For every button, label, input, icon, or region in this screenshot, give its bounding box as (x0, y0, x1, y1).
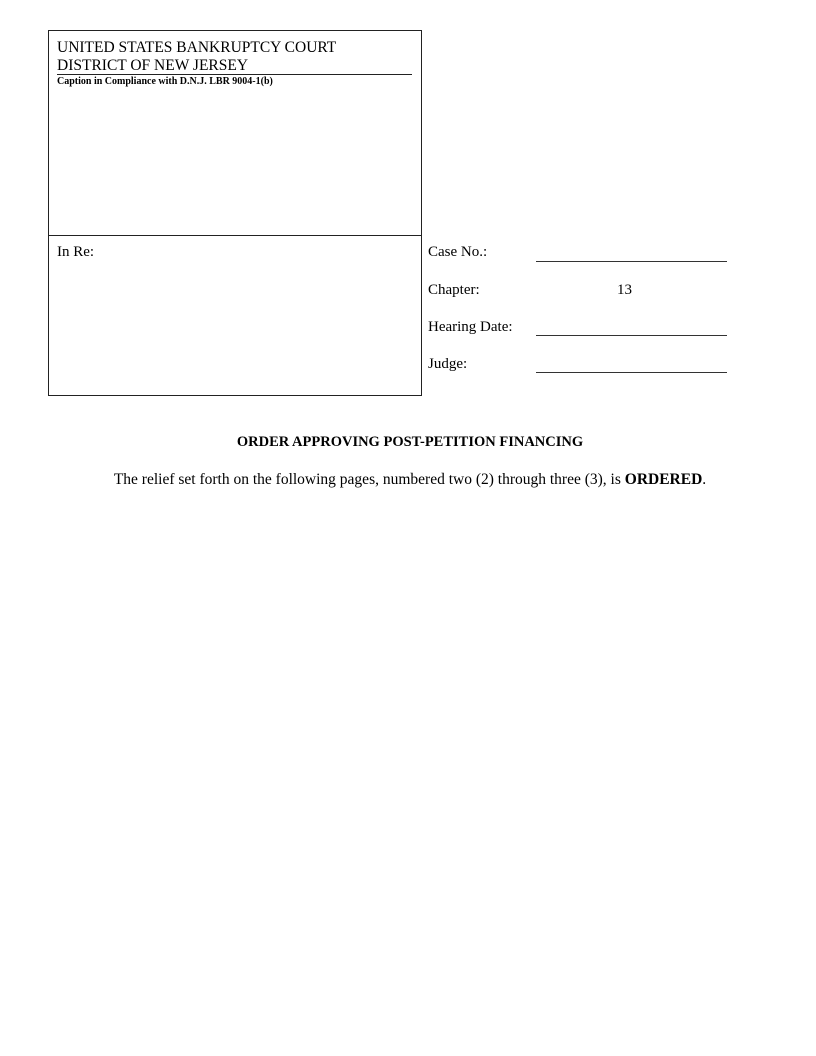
hearing-date-label: Hearing Date: (428, 319, 513, 335)
hearing-date-line (536, 335, 727, 336)
order-body (0, 471, 816, 489)
case-no-line (536, 261, 727, 262)
order-body-text: The relief set forth on the following pages, numbered two (2) through three (3), is (113, 471, 625, 488)
chapter-label: Chapter: (428, 282, 480, 298)
judge-label: Judge: (428, 356, 468, 372)
title-underline (57, 74, 412, 75)
case-no-label: Case No.: (428, 244, 488, 260)
court-district: DISTRICT OF NEW JERSEY (57, 57, 249, 74)
caption-divider (48, 235, 422, 236)
order-body-end: . (702, 471, 707, 488)
order-title: ORDER APPROVING POST-PETITION FINANCING (236, 434, 584, 450)
chapter-value: 13 (617, 282, 632, 298)
ordered-emphasis: ORDERED (624, 471, 703, 488)
judge-line (536, 372, 727, 373)
compliance-caption: Caption in Compliance with D.N.J. LBR 9004-1(b) (57, 76, 273, 87)
court-name: UNITED STATES BANKRUPTCY COURT (57, 39, 337, 56)
in-re-label: In Re: (57, 244, 95, 260)
